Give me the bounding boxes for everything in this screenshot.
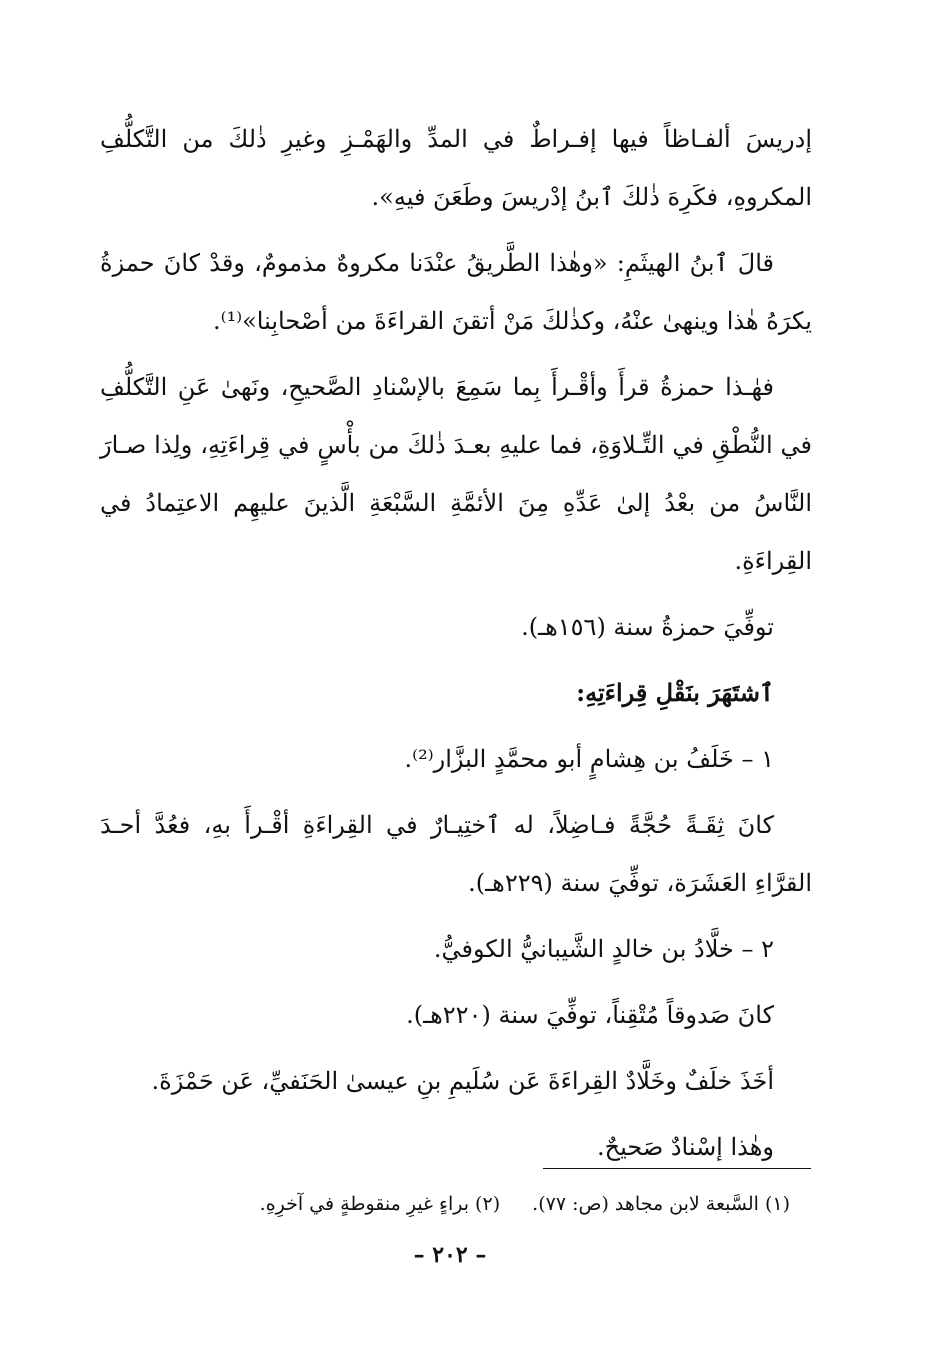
- paragraph-3: فهٰـذا حمزةُ قرأَ وأقْـرأَ بِما سَمِعَ بالإسْنادِ الصَّحيحِ، ونَهىٰ عَنِ التَّكلُّفِ في النُّطْقِ في التِّـلاوَةِ، فما عليهِ بعـدَ ذٰلكَ من بأْسٍ في قِراءَتِهِ، ولِذا صـارَ النَّاسُ من بعْدُ إلىٰ عَدِّهِ مِنَ الأئمَّةِ السَّبْعَةِ الَّذينَ عليهِم الاعتِمادُ في القِراءَةِ.: [100, 373, 812, 575]
- narrator-2-title: ٢ – خلَّادُ بن خالدٍ الشَّيبانيُّ الكوفيُّ.: [433, 935, 774, 963]
- chain-verdict: وهٰذا إسْنادٌ صَحيحٌ.: [596, 1133, 774, 1161]
- paragraph-4: توفِّيَ حمزةُ سنة (١٥٦هـ).: [521, 613, 774, 641]
- footnote-2: (٢) براءٍ غيرِ منقوطةٍ في آخرِهِ.: [259, 1193, 501, 1215]
- paragraph-1: إدريسَ ألفـاظاً فيها إفـراطٌ في المدِّ والهَمْـزِ وغيرِ ذٰلكَ من التَّكلُّفِ المكروهِ، فكَرِهَ ذٰلكَ ٱبنُ إدْريسَ وطَعَنَ فيهِ».: [100, 125, 812, 211]
- paragraph-2: قالَ ٱبنُ الهيثَمِ: «وهٰذا الطَّريقُ عنْدَنا مكروهٌ مذمومٌ، وقدْ كانَ حمزةُ يكرَهُ هٰذا وينهىٰ عنْهُ، وكذٰلكَ مَنْ أتقنَ القراءَةَ من أصْحابِنا»⁽¹⁾.: [100, 249, 812, 335]
- narrator-1-title: ١ – خَلَفُ بن هِشامٍ أبو محمَّدٍ البزَّار⁽²⁾.: [404, 745, 774, 773]
- section-heading: ٱشتَهَرَ بنَقْلِ قِراءَتِهِ:: [576, 678, 774, 707]
- chain-of-transmission: أخَذَ خلَفٌ وخَلَّادٌ القِراءَةَ عَن سُلَيمِ بنِ عيسىٰ الحَنَفيِّ، عَن حَمْزَةَ.: [151, 1067, 774, 1095]
- page-number: – ٢٠٢ –: [413, 1242, 487, 1268]
- main-text: [100, 110, 812, 1184]
- narrator-2-description: كانَ صَدوقاً مُتْقِناً، توفِّيَ سنة (٢٢٠هـ).: [406, 1001, 774, 1029]
- footnotes: [150, 1188, 790, 1220]
- footnote-1: (١) السَّبعة لابن مجاهد (ص: ٧٧).: [532, 1193, 790, 1215]
- footnote-divider: [543, 1168, 811, 1169]
- narrator-1-description: كانَ ثِقَـةً حُجَّةً فـاضِلاً، له ٱختِيـارٌ في القِراءَةِ أقْـرأَ بهِ، فعُدَّ أحـدَ القرَّاءِ العَشَرَة، توفِّيَ سنة (٢٢٩هـ).: [100, 811, 812, 897]
